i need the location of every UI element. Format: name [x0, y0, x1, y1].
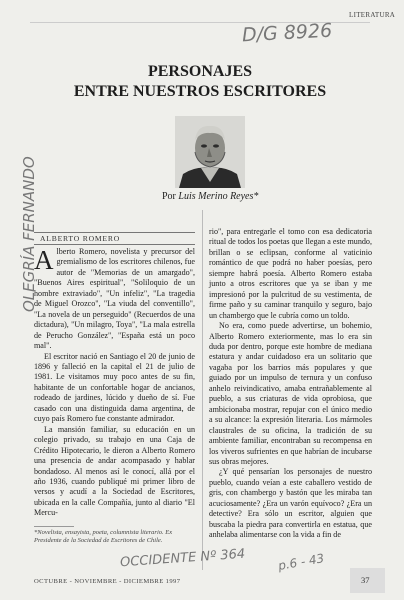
page-number-box [350, 568, 385, 593]
paragraph-text: lberto Romero, novelista y precursor del gremialismo de los escritores chilenos, fue autor de "Memorias de un amargado", "Buenos Aires espiritual", "Soliloquio de un hombre extraviado", "Un infeliz", "La tragedia de Miguel Orozco", "La viuda del conventillo", "La novela de un perseguido" (Recuerdos de una dictadura), "Un milagro, Toya", "La mala estrella de Perucho González", "España está un poco mal". [34, 247, 195, 351]
footnote-rule [34, 526, 74, 527]
paragraph: rio", para entregarle el tomo con esa dedicatoria ritual de todos los poetas que llegan a este mundo, brillan o se eclipsan, conforme al vaticinio romántico de que podrá no haber poesías, pero siempre habrá poesía. Alberto Romero estaba junto a otros escritores que ya se iban y me impresionó por la pulcritud de su vestimenta, de firme paño y su caminar tranquilo y seguro, bajo un chambergo que le cubría como un toldo. [209, 227, 372, 320]
paragraph [34, 247, 195, 352]
handwritten-author-note: OLEGRÍA FERNANDO [20, 156, 38, 312]
page-number: 37 [361, 575, 370, 585]
author-portrait [175, 116, 245, 188]
paragraph: No era, como puede advertirse, un bohemio, Alberto Romero exteriormente, mas lo era sin duda por dentro, porque este hombre de mediana estatura y andar cuidadoso era un solitario que vagaba por los barrios más populares y que guiado por un impulso de ternura y un confuso anhelo reivindicativo, amaba entrañablemente al pueblo, a sus criaturas de vida oprobiosa, que ambicionaba mostrar, repujar con el único medio a su alcance: la expresión literaria. Los mármoles claustrales de su oficina, la tradición de su ambiente familiar, encontraban su recompensa en los viveros sufrientes en que habrían de incubarse sus obras mejores. [209, 321, 372, 466]
paragraph: La mansión familiar, su educación en un colegio privado, su trabajo en una Caja de Crédito Hipotecario, le dieron a Alberto Romero una presencia de andar acompasado y hablar bondadoso. Al menos así le conocí, allá por el año 1936, cuando publiqué mi primer libro de versos y acudí a la Sociedad de Escritores, ubicada en la calle Compañía, junto al diario "El Mercu- [34, 424, 195, 518]
paragraph: El escritor nació en Santiago el 20 de junio de 1896 y falleció en la capital el 21 de julio de 1981. Le visitamos muy poco antes de su fin, habitante de un confortable hogar de ancianos, rodeado de jardines, lúcido y dueño de sí. Fue casado con una distinguida dama argentina, de cuyo país Romero fue constante admirador. [34, 351, 195, 424]
section-heading-box [34, 232, 195, 245]
handwritten-catalog-number: D/G 8926 [241, 19, 333, 47]
left-column [34, 247, 195, 519]
byline-prefix: Por [162, 191, 176, 202]
handwritten-page-note: p.6 - 43 [277, 551, 326, 573]
column-divider [202, 210, 203, 570]
handwritten-journal-note: OCCIDENTE Nº 364 [119, 546, 246, 571]
footnote: *Novelista, ensayista, poeta, columnista literario. Ex Presidente de la Sociedad de Escritores de Chile. [34, 529, 173, 544]
byline-author: Luis Merino Reyes* [178, 191, 259, 202]
section-label: LITERATURA [349, 11, 396, 19]
byline [162, 191, 258, 202]
paragraph: ¿Y qué pensarían los personajes de nuestro pueblo, cuando veían a este caballero vestido de gris, con chambergo y bastón que les miraba tan acuciosamente? ¿Era un varón equívoco? ¿Era un detective? Era sólo un escritor, alguien que buscaba la piedra para convertirla en estatua, que anhelaba alimentarse con la vida a fin de [209, 467, 372, 540]
title-line-2: ENTRE NUESTROS ESCRITORES [73, 83, 327, 100]
section-heading: ALBERTO ROMERO [40, 234, 121, 243]
drop-cap: A [34, 245, 54, 275]
issue-date: OCTUBRE - NOVIEMBRE - DICIEMBRE 1997 [34, 578, 181, 585]
right-column [209, 227, 372, 541]
article-title [40, 62, 360, 102]
title-line-1: PERSONAJES [147, 63, 253, 80]
